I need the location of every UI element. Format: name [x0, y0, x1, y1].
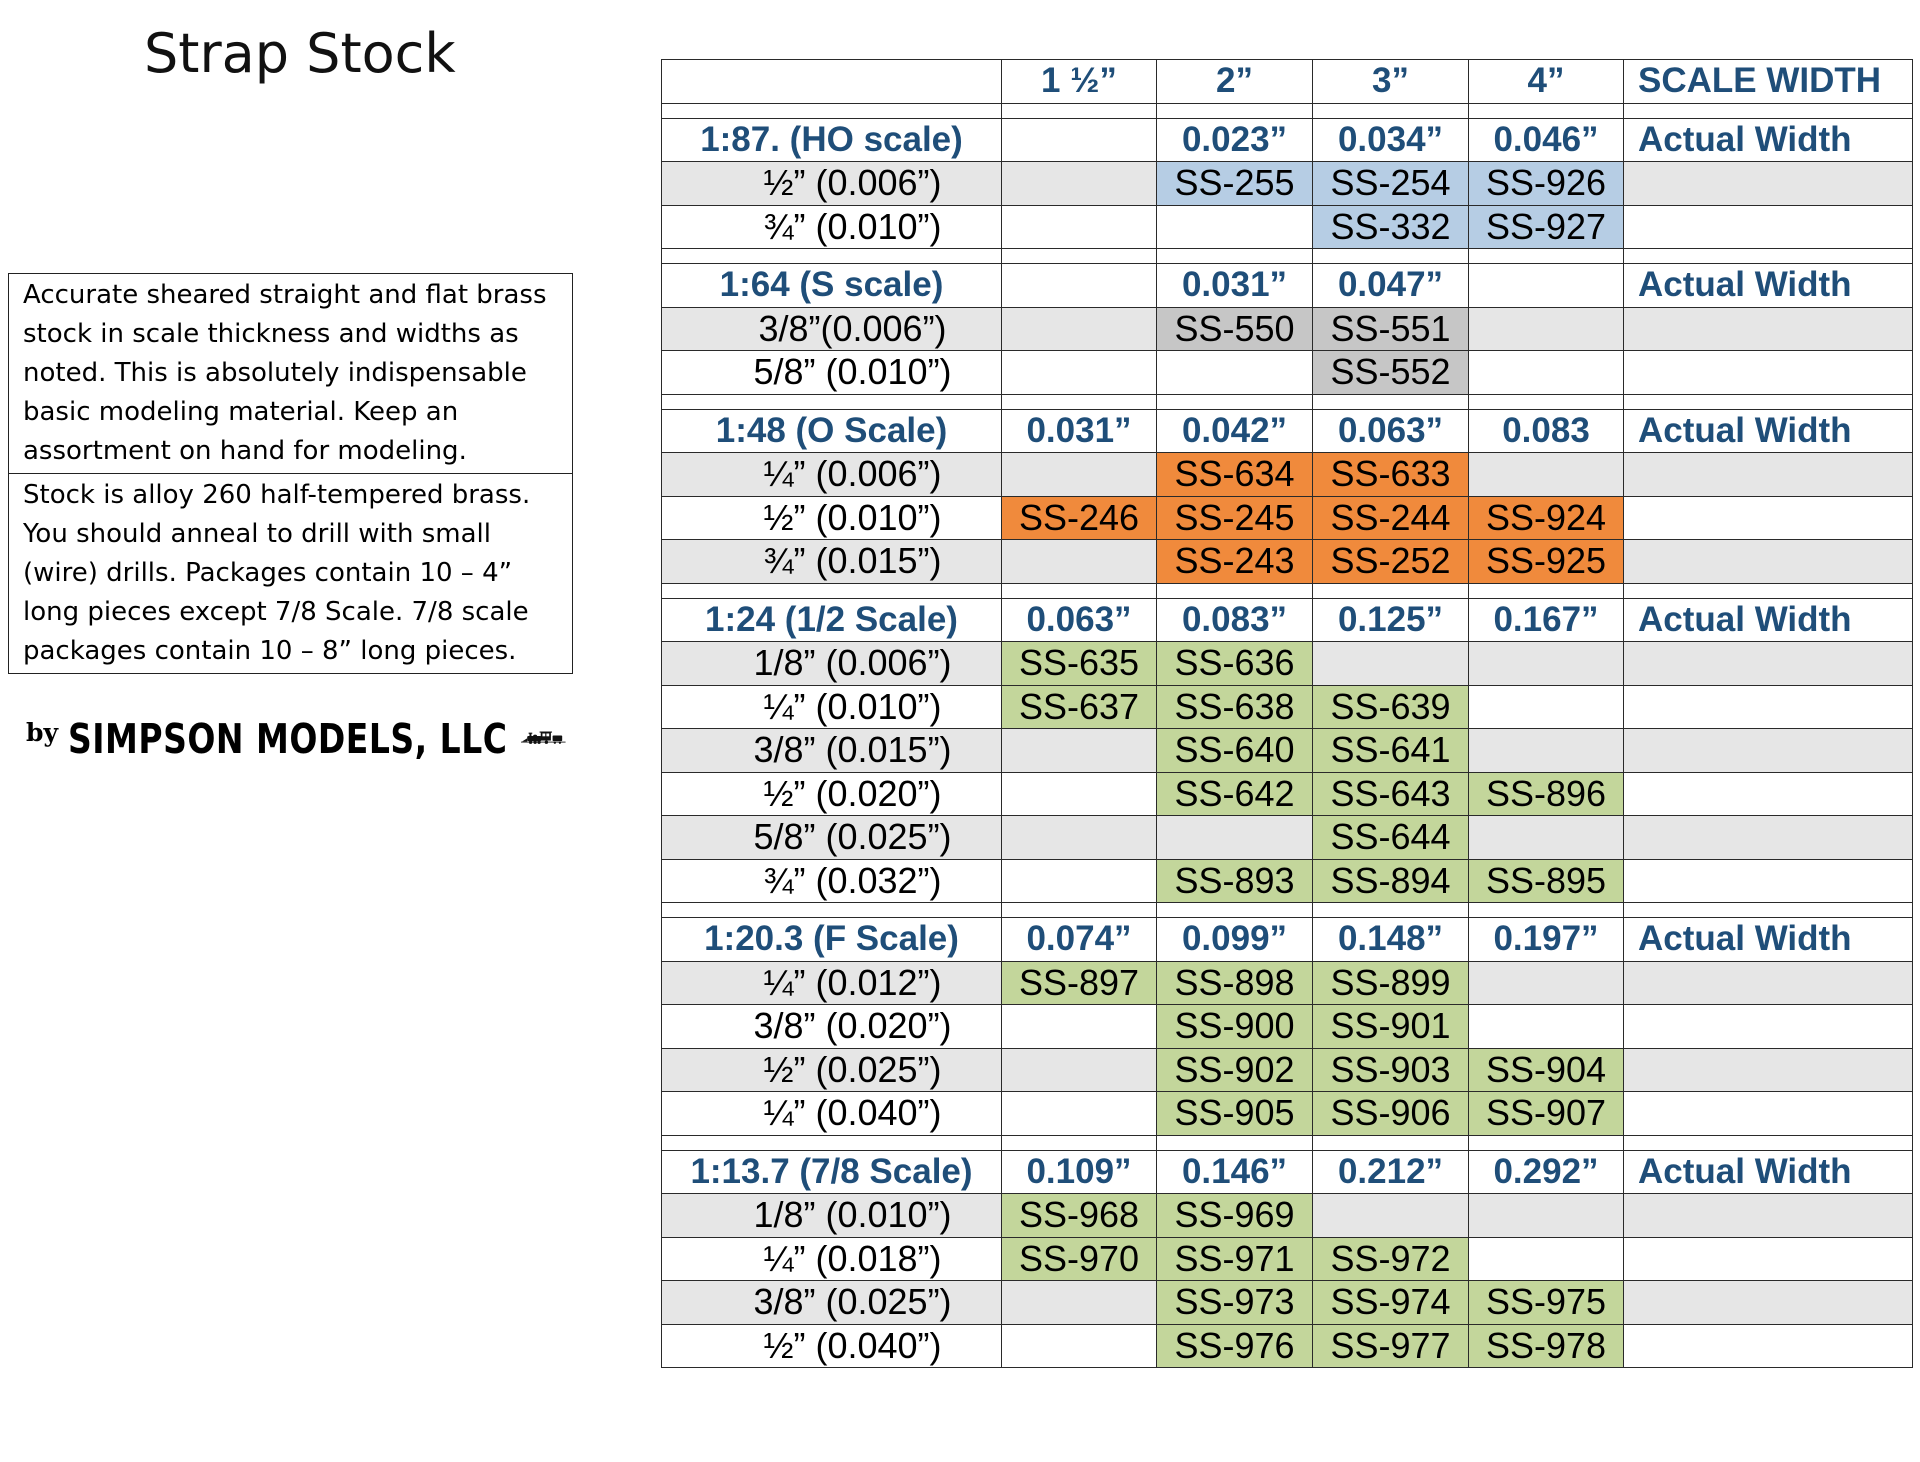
actual-width-value: 0.083”: [1157, 598, 1313, 642]
part-number-cell: SS-899: [1313, 961, 1469, 1005]
thickness-label: ½” (0.025”): [662, 1048, 1002, 1092]
actual-width-value: 0.148”: [1313, 918, 1469, 962]
part-number-cell: SS-644: [1313, 816, 1469, 860]
actual-width-value: 0.034”: [1313, 118, 1469, 162]
actual-width-value: 0.063”: [1002, 598, 1157, 642]
thickness-row: [662, 1324, 1913, 1368]
scale-header-row: [662, 118, 1913, 162]
empty-cell: [1157, 205, 1313, 249]
part-number-cell: SS-977: [1313, 1324, 1469, 1368]
part-number-cell: SS-978: [1469, 1324, 1624, 1368]
part-number-cell: SS-637: [1002, 685, 1157, 729]
part-number-cell: SS-255: [1157, 162, 1313, 206]
part-number-cell: SS-638: [1157, 685, 1313, 729]
locomotive-icon: [521, 713, 566, 763]
part-number-cell: SS-642: [1157, 772, 1313, 816]
empty-cell: [1624, 103, 1913, 118]
empty-cell: [1469, 903, 1624, 918]
actual-width-value: 0.023”: [1157, 118, 1313, 162]
part-number-cell: SS-971: [1157, 1237, 1313, 1281]
empty-cell: [1157, 903, 1313, 918]
empty-cell: [1469, 394, 1624, 409]
empty-cell: [1624, 1048, 1913, 1092]
empty-cell: [1002, 1092, 1157, 1136]
spacer-row: [662, 1135, 1913, 1150]
thickness-row: [662, 1237, 1913, 1281]
actual-width-value: 0.074”: [1002, 918, 1157, 962]
part-number-cell: SS-550: [1157, 307, 1313, 351]
thickness-row: [662, 1092, 1913, 1136]
empty-cell: [662, 103, 1002, 118]
thickness-row: [662, 162, 1913, 206]
part-number-cell: SS-643: [1313, 772, 1469, 816]
part-number-cell: SS-968: [1002, 1194, 1157, 1238]
thickness-label: ½” (0.020”): [662, 772, 1002, 816]
actual-width-value: 0.146”: [1157, 1150, 1313, 1194]
thickness-label: ½” (0.040”): [662, 1324, 1002, 1368]
empty-cell: [1624, 540, 1913, 584]
actual-width-value: 0.063”: [1313, 409, 1469, 453]
part-number-cell: SS-896: [1469, 772, 1624, 816]
empty-cell: [1624, 1092, 1913, 1136]
empty-cell: [1313, 583, 1469, 598]
part-number-cell: SS-969: [1157, 1194, 1313, 1238]
actual-width-value: 0.083: [1469, 409, 1624, 453]
actual-width-label: Actual Width: [1624, 264, 1913, 308]
part-number-cell: SS-635: [1002, 642, 1157, 686]
part-number-cell: SS-243: [1157, 540, 1313, 584]
part-number-cell: SS-639: [1313, 685, 1469, 729]
description-box: [8, 273, 573, 674]
part-number-cell: SS-551: [1313, 307, 1469, 351]
scale-name: 1:87. (HO scale): [662, 118, 1002, 162]
empty-cell: [1469, 307, 1624, 351]
empty-cell: [1469, 729, 1624, 773]
empty-cell: [1002, 103, 1157, 118]
thickness-label: ½” (0.006”): [662, 162, 1002, 206]
thickness-label: ¾” (0.032”): [662, 859, 1002, 903]
thickness-row: [662, 453, 1913, 497]
empty-cell: [1157, 249, 1313, 264]
empty-cell: [662, 1135, 1002, 1150]
scale-header-row: [662, 918, 1913, 962]
thickness-row: [662, 961, 1913, 1005]
part-number-cell: SS-898: [1157, 961, 1313, 1005]
spacer-row: [662, 249, 1913, 264]
width-header-cell: 3”: [1313, 60, 1469, 104]
empty-cell: [662, 583, 1002, 598]
part-number-cell: SS-924: [1469, 496, 1624, 540]
thickness-label: ¾” (0.010”): [662, 205, 1002, 249]
thickness-row: [662, 816, 1913, 860]
empty-cell: [662, 903, 1002, 918]
actual-width-value: 0.046”: [1469, 118, 1624, 162]
part-number-cell: SS-633: [1313, 453, 1469, 497]
actual-width-value: 0.292”: [1469, 1150, 1624, 1194]
empty-cell: [1313, 249, 1469, 264]
thickness-label: 3/8” (0.015”): [662, 729, 1002, 773]
part-number-cell: SS-246: [1002, 496, 1157, 540]
empty-cell: [1002, 205, 1157, 249]
part-number-cell: SS-244: [1313, 496, 1469, 540]
part-number-cell: SS-900: [1157, 1005, 1313, 1049]
empty-cell: [1002, 583, 1157, 598]
logo-company-name: SIMPSON MODELS, LLC: [68, 713, 508, 763]
thickness-label: ¼” (0.006”): [662, 453, 1002, 497]
empty-cell: [1469, 961, 1624, 1005]
thickness-row: [662, 1194, 1913, 1238]
thickness-row: [662, 685, 1913, 729]
empty-cell: [1002, 394, 1157, 409]
width-header-row: [662, 60, 1913, 104]
thickness-row: [662, 496, 1913, 540]
empty-cell: [1469, 1135, 1624, 1150]
empty-cell: [1002, 729, 1157, 773]
empty-cell: [1469, 351, 1624, 395]
scale-name: 1:13.7 (7/8 Scale): [662, 1150, 1002, 1194]
actual-width-label: Actual Width: [1624, 409, 1913, 453]
empty-cell: [1469, 453, 1624, 497]
empty-cell: [1002, 816, 1157, 860]
empty-cell: [1157, 816, 1313, 860]
empty-cell: [1313, 903, 1469, 918]
empty-cell: [1002, 249, 1157, 264]
empty-cell: [1469, 642, 1624, 686]
empty-cell: [1624, 1237, 1913, 1281]
empty-cell: [1157, 583, 1313, 598]
empty-cell: [662, 249, 1002, 264]
empty-cell: [1624, 1135, 1913, 1150]
scale-width-header: SCALE WIDTH: [1624, 60, 1913, 104]
empty-cell: [1002, 162, 1157, 206]
empty-cell: [1469, 1194, 1624, 1238]
description-paragraph: Stock is alloy 260 half-tempered brass. You should anneal to drill with small (wire) drills. Packages contain 10 – 4” long pieces except 7/8 Scale. 7/8 scale packages contain 10 – 8” long pieces.: [9, 473, 572, 673]
scale-name: 1:64 (S scale): [662, 264, 1002, 308]
actual-width-value: 0.167”: [1469, 598, 1624, 642]
strap-stock-table: [661, 59, 1913, 1368]
part-number-cell: SS-974: [1313, 1281, 1469, 1325]
spacer-row: [662, 103, 1913, 118]
part-number-cell: SS-894: [1313, 859, 1469, 903]
actual-width-value: 0.047”: [1313, 264, 1469, 308]
part-number-cell: SS-925: [1469, 540, 1624, 584]
actual-width-value: 0.042”: [1157, 409, 1313, 453]
empty-cell: [1624, 961, 1913, 1005]
part-number-cell: SS-254: [1313, 162, 1469, 206]
spacer-row: [662, 394, 1913, 409]
empty-cell: [1469, 103, 1624, 118]
part-number-cell: SS-903: [1313, 1048, 1469, 1092]
company-logo: [26, 710, 566, 766]
empty-cell: [1313, 103, 1469, 118]
scale-header-row: [662, 409, 1913, 453]
empty-cell: [1157, 1135, 1313, 1150]
part-number-cell: SS-641: [1313, 729, 1469, 773]
thickness-label: 3/8” (0.020”): [662, 1005, 1002, 1049]
spacer-row: [662, 583, 1913, 598]
part-number-cell: SS-901: [1313, 1005, 1469, 1049]
empty-cell: [1002, 903, 1157, 918]
empty-cell: [1002, 1135, 1157, 1150]
empty-cell: [1313, 1194, 1469, 1238]
empty-cell: [662, 394, 1002, 409]
empty-cell: [1624, 351, 1913, 395]
empty-cell: [1624, 729, 1913, 773]
empty-cell: [1313, 1135, 1469, 1150]
part-number-cell: SS-975: [1469, 1281, 1624, 1325]
empty-cell: [1624, 394, 1913, 409]
actual-width-value: 0.125”: [1313, 598, 1469, 642]
actual-width-value: 0.031”: [1002, 409, 1157, 453]
thickness-row: [662, 729, 1913, 773]
part-number-cell: SS-245: [1157, 496, 1313, 540]
part-number-cell: SS-927: [1469, 205, 1624, 249]
header-corner-cell: [662, 60, 1002, 104]
empty-cell: [1624, 162, 1913, 206]
actual-width-value: [1002, 264, 1157, 308]
empty-cell: [1157, 351, 1313, 395]
scale-name: 1:24 (1/2 Scale): [662, 598, 1002, 642]
empty-cell: [1002, 453, 1157, 497]
empty-cell: [1624, 642, 1913, 686]
part-number-cell: SS-973: [1157, 1281, 1313, 1325]
scale-header-row: [662, 1150, 1913, 1194]
thickness-label: ½” (0.010”): [662, 496, 1002, 540]
empty-cell: [1313, 642, 1469, 686]
thickness-row: [662, 540, 1913, 584]
empty-cell: [1002, 540, 1157, 584]
empty-cell: [1469, 583, 1624, 598]
thickness-row: [662, 351, 1913, 395]
thickness-label: ¼” (0.010”): [662, 685, 1002, 729]
empty-cell: [1624, 772, 1913, 816]
scale-name: 1:20.3 (F Scale): [662, 918, 1002, 962]
part-number-cell: SS-902: [1157, 1048, 1313, 1092]
empty-cell: [1624, 453, 1913, 497]
thickness-row: [662, 1048, 1913, 1092]
thickness-label: 5/8” (0.025”): [662, 816, 1002, 860]
empty-cell: [1624, 859, 1913, 903]
empty-cell: [1002, 1048, 1157, 1092]
empty-cell: [1002, 859, 1157, 903]
thickness-label: 3/8” (0.025”): [662, 1281, 1002, 1325]
width-header-cell: 1 ½”: [1002, 60, 1157, 104]
empty-cell: [1002, 351, 1157, 395]
empty-cell: [1624, 496, 1913, 540]
spacer-row: [662, 903, 1913, 918]
thickness-row: [662, 859, 1913, 903]
thickness-label: 1/8” (0.006”): [662, 642, 1002, 686]
thickness-row: [662, 642, 1913, 686]
part-number-cell: SS-907: [1469, 1092, 1624, 1136]
thickness-label: ¼” (0.040”): [662, 1092, 1002, 1136]
thickness-row: [662, 205, 1913, 249]
part-number-cell: SS-926: [1469, 162, 1624, 206]
part-number-cell: SS-636: [1157, 642, 1313, 686]
actual-width-label: Actual Width: [1624, 918, 1913, 962]
actual-width-label: Actual Width: [1624, 1150, 1913, 1194]
part-number-cell: SS-970: [1002, 1237, 1157, 1281]
empty-cell: [1002, 1281, 1157, 1325]
thickness-label: 1/8” (0.010”): [662, 1194, 1002, 1238]
empty-cell: [1469, 1237, 1624, 1281]
part-number-cell: SS-905: [1157, 1092, 1313, 1136]
actual-width-value: 0.031”: [1157, 264, 1313, 308]
empty-cell: [1624, 249, 1913, 264]
empty-cell: [1624, 685, 1913, 729]
part-number-cell: SS-332: [1313, 205, 1469, 249]
part-number-cell: SS-972: [1313, 1237, 1469, 1281]
empty-cell: [1002, 1324, 1157, 1368]
empty-cell: [1157, 394, 1313, 409]
thickness-row: [662, 772, 1913, 816]
width-header-cell: 4”: [1469, 60, 1624, 104]
actual-width-value: [1002, 118, 1157, 162]
empty-cell: [1624, 1324, 1913, 1368]
empty-cell: [1624, 205, 1913, 249]
part-number-cell: SS-904: [1469, 1048, 1624, 1092]
thickness-label: 3/8”(0.006”): [662, 307, 1002, 351]
scale-name: 1:48 (O Scale): [662, 409, 1002, 453]
thickness-label: ¼” (0.018”): [662, 1237, 1002, 1281]
page-title: Strap Stock: [144, 22, 456, 85]
empty-cell: [1469, 685, 1624, 729]
scale-header-row: [662, 264, 1913, 308]
empty-cell: [1624, 903, 1913, 918]
width-header-cell: 2”: [1157, 60, 1313, 104]
actual-width-value: 0.212”: [1313, 1150, 1469, 1194]
empty-cell: [1313, 394, 1469, 409]
empty-cell: [1157, 103, 1313, 118]
part-number-cell: SS-252: [1313, 540, 1469, 584]
logo-by-text: by: [26, 717, 59, 747]
actual-width-label: Actual Width: [1624, 598, 1913, 642]
thickness-row: [662, 1005, 1913, 1049]
thickness-label: 5/8” (0.010”): [662, 351, 1002, 395]
part-number-cell: SS-552: [1313, 351, 1469, 395]
description-paragraph: Accurate sheared straight and flat brass stock in scale thickness and widths as noted. This is absolutely indispensable basic modeling material. Keep an assortment on hand for modeling.: [23, 280, 547, 466]
actual-width-value: 0.099”: [1157, 918, 1313, 962]
part-number-cell: SS-895: [1469, 859, 1624, 903]
empty-cell: [1469, 249, 1624, 264]
thickness-row: [662, 307, 1913, 351]
actual-width-value: 0.109”: [1002, 1150, 1157, 1194]
part-number-cell: SS-976: [1157, 1324, 1313, 1368]
empty-cell: [1624, 816, 1913, 860]
thickness-row: [662, 1281, 1913, 1325]
empty-cell: [1624, 1005, 1913, 1049]
part-number-cell: SS-897: [1002, 961, 1157, 1005]
actual-width-label: Actual Width: [1624, 118, 1913, 162]
thickness-label: ¾” (0.015”): [662, 540, 1002, 584]
part-number-cell: SS-906: [1313, 1092, 1469, 1136]
actual-width-value: 0.197”: [1469, 918, 1624, 962]
scale-header-row: [662, 598, 1913, 642]
empty-cell: [1624, 583, 1913, 598]
empty-cell: [1002, 772, 1157, 816]
thickness-label: ¼” (0.012”): [662, 961, 1002, 1005]
empty-cell: [1624, 1194, 1913, 1238]
actual-width-value: [1469, 264, 1624, 308]
empty-cell: [1002, 307, 1157, 351]
part-number-cell: SS-640: [1157, 729, 1313, 773]
empty-cell: [1624, 1281, 1913, 1325]
empty-cell: [1469, 1005, 1624, 1049]
part-number-cell: SS-893: [1157, 859, 1313, 903]
part-number-cell: SS-634: [1157, 453, 1313, 497]
empty-cell: [1469, 816, 1624, 860]
empty-cell: [1002, 1005, 1157, 1049]
empty-cell: [1624, 307, 1913, 351]
